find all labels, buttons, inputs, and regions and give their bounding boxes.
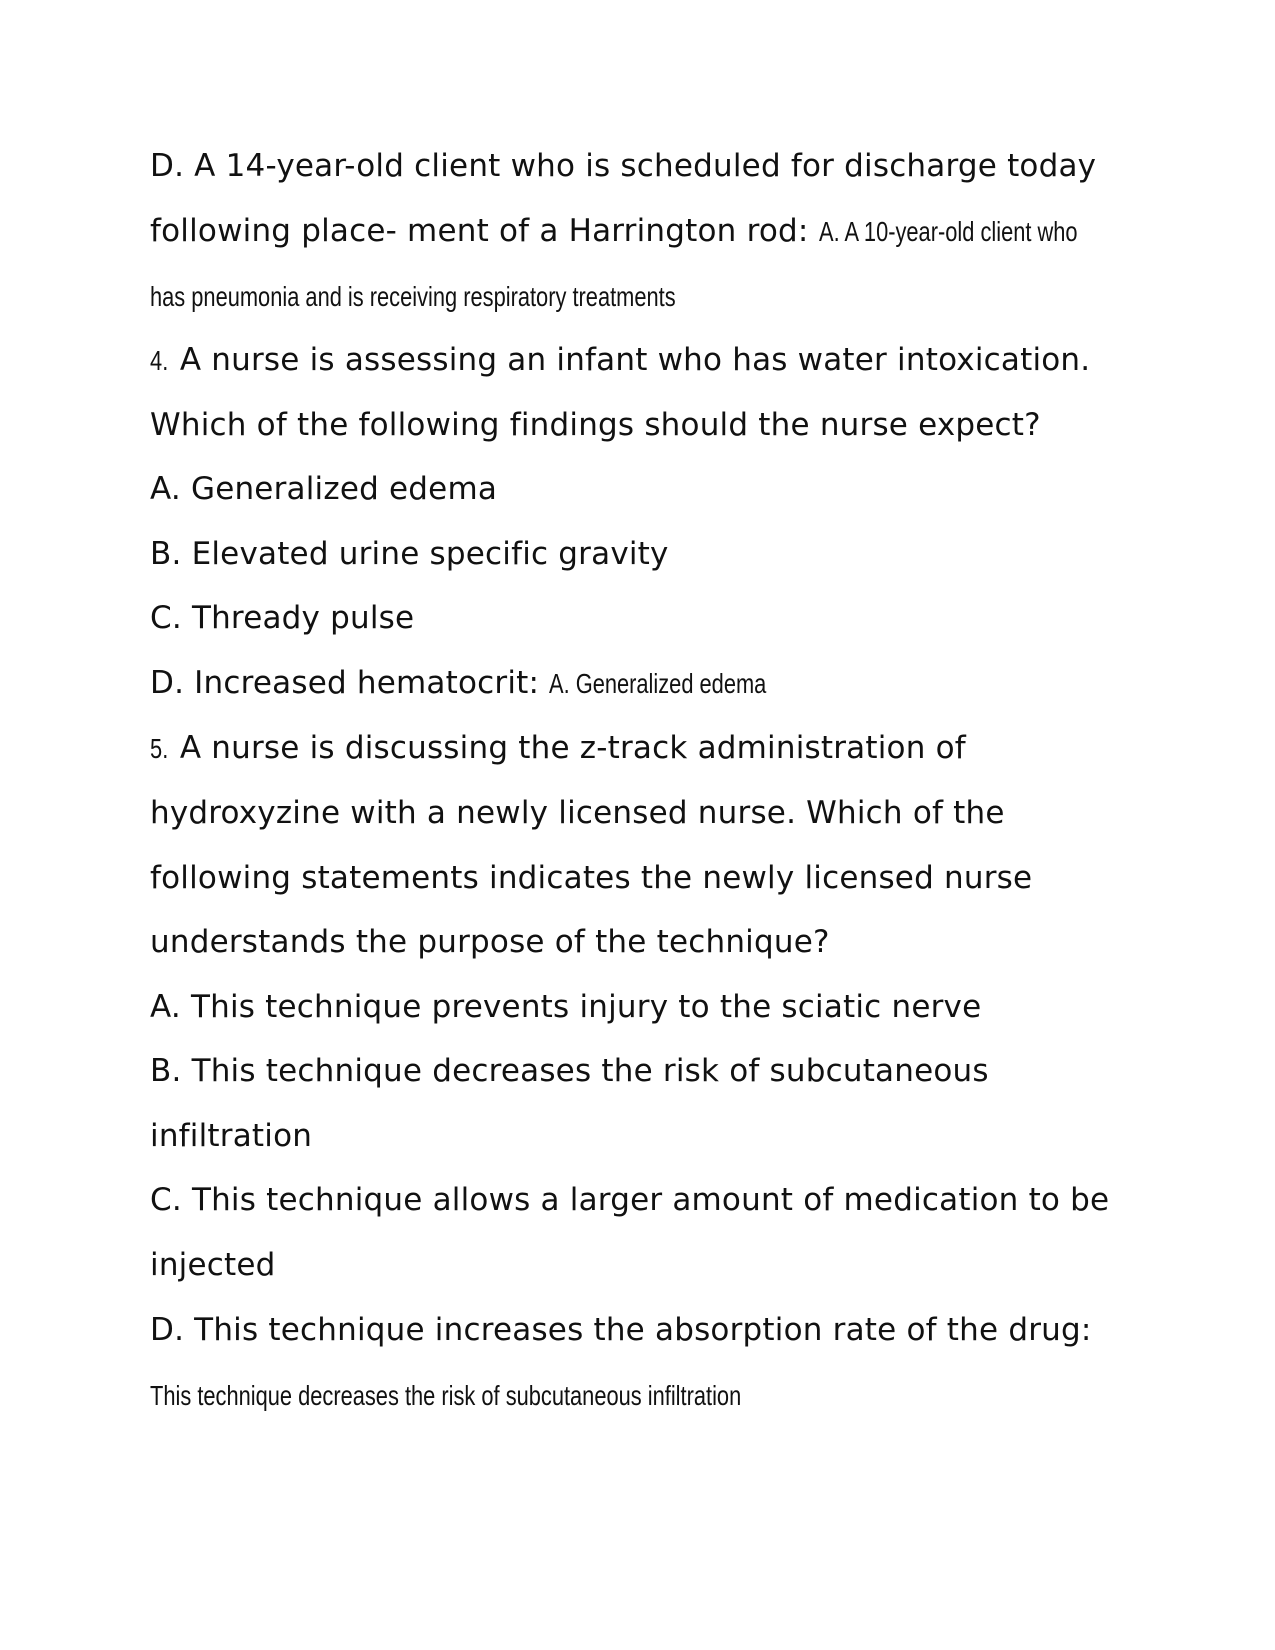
option-d-q3-cont: following place- ment of a Harrington rod: bbox=[150, 213, 809, 249]
option-b bbox=[150, 1051, 989, 1091]
answer-q4: A. Generalized edema bbox=[549, 668, 767, 699]
option-text: infiltration bbox=[150, 1118, 313, 1154]
option-text: B. This technique decreases the risk of subcutaneous bbox=[150, 1053, 989, 1089]
answer-q5 bbox=[150, 1375, 908, 1416]
option-a bbox=[150, 469, 497, 509]
option-a bbox=[150, 987, 981, 1027]
option-text: A. Generalized edema bbox=[150, 471, 498, 507]
option-text: B. Elevated urine specific gravity bbox=[150, 536, 669, 572]
answer-q3: A. A 10-year-old client who bbox=[818, 216, 1078, 247]
option-text: C. This technique allows a larger amount of medication to be bbox=[150, 1182, 1110, 1218]
text-line bbox=[150, 922, 830, 962]
option-d bbox=[150, 663, 828, 704]
text-line bbox=[150, 858, 1032, 898]
question-number: 4. bbox=[150, 345, 169, 376]
answer-q3-cont: has pneumonia and is receiving respiratory treatments bbox=[150, 281, 676, 312]
option-c bbox=[150, 1180, 1109, 1220]
option-b bbox=[150, 534, 669, 574]
text-line bbox=[150, 793, 1005, 833]
text-line bbox=[150, 146, 1096, 186]
text-line bbox=[150, 1245, 276, 1285]
question-text: A nurse is discussing the z-track administration of bbox=[179, 730, 966, 766]
question-text: A nurse is assessing an infant who has water intoxication. bbox=[179, 342, 1091, 378]
option-d-q3: D. A 14-year-old client who is scheduled for discharge today bbox=[150, 148, 1097, 184]
question-5 bbox=[150, 728, 966, 769]
question-text: hydroxyzine with a newly licensed nurse. Which of the bbox=[150, 795, 1005, 831]
text-line bbox=[150, 211, 1150, 252]
option-text: A. This technique prevents injury to the sciatic nerve bbox=[150, 989, 982, 1025]
question-text: following statements indicates the newly licensed nurse bbox=[150, 860, 1033, 896]
question-text: understands the purpose of the technique? bbox=[150, 924, 830, 960]
question-4 bbox=[150, 340, 1090, 381]
question-text: Which of the following findings should the nurse expect? bbox=[150, 407, 1041, 443]
question-number: 5. bbox=[150, 733, 169, 764]
text-line bbox=[150, 405, 1041, 445]
option-text: D. This technique increases the absorption rate of the drug: bbox=[150, 1312, 1092, 1348]
option-text: D. Increased hematocrit: bbox=[150, 665, 540, 701]
option-c bbox=[150, 598, 414, 638]
option-d bbox=[150, 1310, 1092, 1350]
text-line bbox=[150, 1116, 312, 1156]
text-line bbox=[150, 276, 824, 317]
answer-text: This technique decreases the risk of subcutaneous infiltration bbox=[150, 1380, 742, 1411]
option-text: C. Thready pulse bbox=[150, 600, 415, 636]
option-text: injected bbox=[150, 1247, 276, 1283]
